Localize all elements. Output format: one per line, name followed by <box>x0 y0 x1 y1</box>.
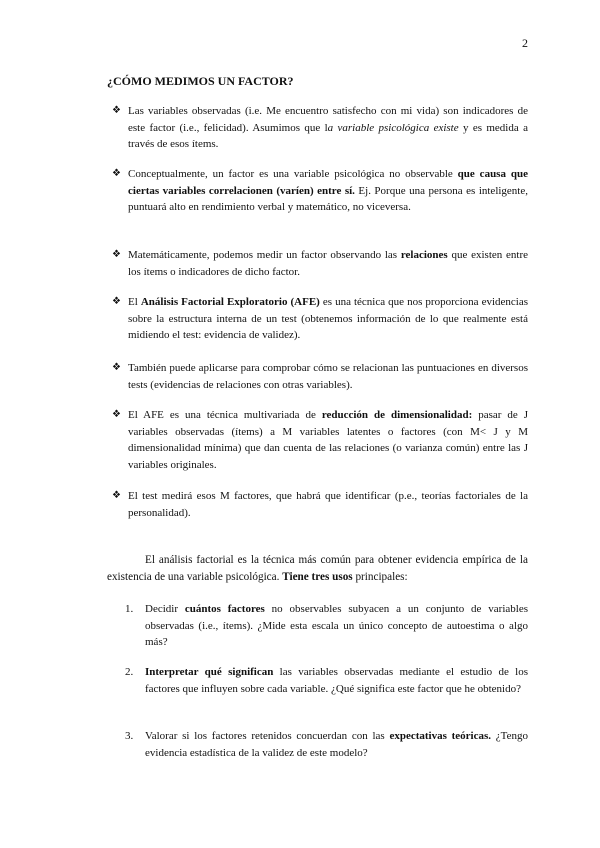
diamond-bullet-icon: ❖ <box>112 105 121 116</box>
diamond-bullet-icon: ❖ <box>112 249 121 260</box>
bullet-item: ❖ El Análisis Factorial Exploratorio (AFE) es una técnica que nos proporciona evidencias sobre la estructura interna de un test (obtenemos información de lo que realmente está midiendo el test: evidencia de validez). <box>112 296 529 342</box>
page-number: 2 <box>522 36 528 50</box>
use-item: 2. Interpretar qué significan las variables observadas mediante el estudio de los factores que influyen sobre cada variable. ¿Qué significa este factor que he obtenido? <box>125 666 528 695</box>
bullet-item: ❖ Matemáticamente, podemos medir un factor observando las relaciones que existen entre los ítems o indicadores de dicho factor. <box>112 249 528 278</box>
item-number: 1. <box>125 603 134 615</box>
use-item: 1. Decidir cuántos factores no observables subyacen a un conjunto de variables observadas (i.e., ítems). ¿Mide esta escala un único concepto de autoestima o algo más? <box>125 603 528 649</box>
intro-paragraph: El análisis factorial es la técnica más común para obtener evidencia empírica de la existencia de una variable psicológica. Tiene tres usos principales: <box>107 554 528 583</box>
bullet-item: ❖ También puede aplicarse para comprobar cómo se relacionan las puntuaciones en diversos tests (evidencias de relaciones con otras variables). <box>112 362 528 391</box>
diamond-bullet-icon: ❖ <box>112 409 121 420</box>
bullet-item: ❖ El test medirá esos M factores, que habrá que identificar (p.e., teorías factoriales de la personalidad). <box>112 490 528 519</box>
bullet-item: ❖ El AFE es una técnica multivariada de reducción de dimensionalidad: pasar de J variables observadas (ítems) a M variables latentes o factores (con M< J y M dimensionalidad mínima) que dan cuenta de las relaciones (o varianza común) entre las J variables originales. <box>112 409 529 471</box>
bullet-item: ❖ Las variables observadas (i.e. Me encuentro satisfecho con mi vida) son indicadores de este factor (i.e., felicidad). Asumimos que la variable psicológica existe y es medida a través de esos ítems. <box>112 105 528 151</box>
diamond-bullet-icon: ❖ <box>112 168 121 179</box>
use-item: 3. Valorar si los factores retenidos concuerdan con las expectativas teóricas. ¿Tengo evidencia estadística de la validez de este modelo? <box>125 730 528 759</box>
bullet-item: ❖ Conceptualmente, un factor es una variable psicológica no observable que causa que ciertas variables correlacionen (varíen) entre sí. Ej. Porque una persona es inteligente, puntuará alto en rendimiento verbal y matemático, no viceversa. <box>112 168 528 214</box>
diamond-bullet-icon: ❖ <box>112 490 121 501</box>
item-number: 3. <box>125 730 134 742</box>
diamond-bullet-icon: ❖ <box>112 362 121 373</box>
item-number: 2. <box>125 666 134 678</box>
section-heading: ¿CÓMO MEDIMOS UN FACTOR? <box>107 74 294 88</box>
diamond-bullet-icon: ❖ <box>112 296 121 307</box>
